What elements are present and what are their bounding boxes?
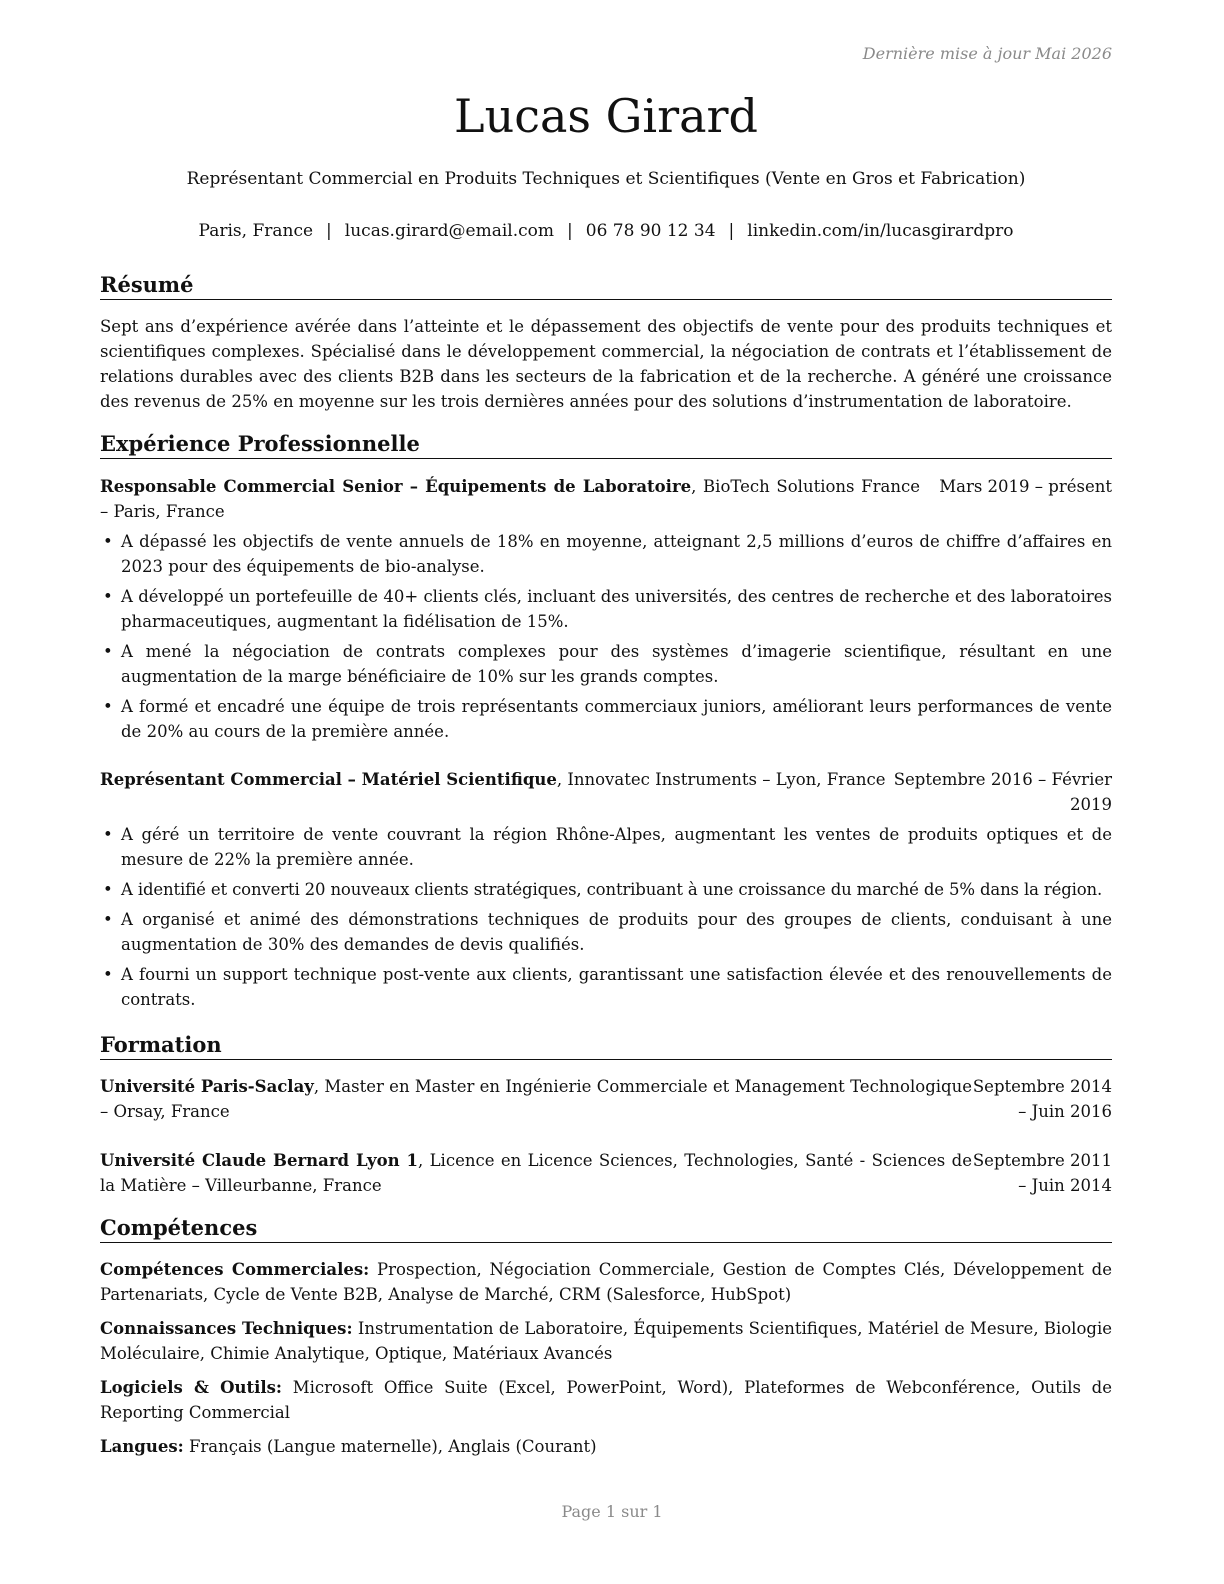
bullet-icon: • <box>103 825 113 844</box>
skill-value: Français (Langue maternelle), Anglais (Courant) <box>183 1437 597 1456</box>
skill-label: Connaissances Techniques: <box>100 1319 353 1338</box>
headline: Représentant Commercial en Produits Techniques et Scientifiques (Vente en Gros et Fabrication) <box>186 169 1026 189</box>
contact-phone: 06 78 90 12 34 <box>585 221 716 241</box>
job-bullets <box>100 529 1112 749</box>
skill-label: Compétences Commerciales: <box>100 1260 370 1279</box>
list-item <box>100 639 1112 689</box>
list-item <box>100 694 1112 744</box>
bullet-text: A identifié et converti 20 nouveaux clients stratégiques, contribuant à une croissance du marché de 5% dans la région. <box>121 880 1103 899</box>
contact-location: Paris, France <box>198 221 314 241</box>
bullet-icon: • <box>103 965 113 984</box>
bullet-text: A organisé et animé des démonstrations techniques de produits pour des groupes de clients, conduisant à une augmentation de 30% des demandes de devis qualifiés. <box>121 910 1112 954</box>
skill-row <box>100 1257 1112 1307</box>
job-title-line <box>100 474 920 524</box>
candidate-name: Lucas Girard <box>454 89 758 143</box>
education-line <box>100 1148 972 1198</box>
bullet-text: A géré un territoire de vente couvrant la région Rhône-Alpes, augmentant les ventes de produits optiques et de mesure de 22% la première année. <box>121 825 1112 869</box>
bullet-icon: • <box>103 642 113 661</box>
education-item <box>100 1074 1112 1124</box>
section-title-experience: Expérience Professionnelle <box>100 430 1112 459</box>
job-company: , BioTech Solutions France – Paris, France <box>100 477 920 521</box>
skill-value: Microsoft Office Suite (Excel, PowerPoint, Word), Plateformes de Webconférence, Outils de Reporting Commercial <box>100 1378 1112 1422</box>
job-role: Responsable Commercial Senior – Équipements de Laboratoire <box>100 477 692 496</box>
education-dates: Septembre 2011 – Juin 2014 <box>972 1151 1112 1195</box>
list-item <box>100 877 1112 902</box>
bullet-text: A formé et encadré une équipe de trois représentants commerciaux juniors, améliorant leurs performances de vente de 20% au cours de la première année. <box>121 697 1112 741</box>
education-school: Université Claude Bernard Lyon 1 <box>100 1151 418 1170</box>
bullet-text: A développé un portefeuille de 40+ clients clés, incluant des universités, des centres de recherche et des laboratoires pharmaceutiques, augmentant la fidélisation de 15%. <box>121 587 1112 631</box>
job-bullets <box>100 822 1112 1017</box>
section-title-skills: Compétences <box>100 1214 1112 1243</box>
education-school: Université Paris-Saclay <box>100 1077 314 1096</box>
education-detail: , Master en Master en Ingénierie Commerciale et Management Technologique – Orsay, France <box>100 1077 972 1121</box>
bullet-icon: • <box>103 532 113 551</box>
contact-separator: | <box>326 221 332 241</box>
skill-row <box>100 1316 1112 1366</box>
education-dates: Septembre 2014 – Juin 2016 <box>972 1077 1112 1121</box>
bullet-icon: • <box>103 587 113 606</box>
job-company: , Innovatec Instruments – Lyon, France <box>556 770 886 789</box>
list-item <box>100 962 1112 1012</box>
job-title-line <box>100 767 980 792</box>
skill-value: Instrumentation de Laboratoire, Équipements Scientifiques, Matériel de Mesure, Biologie Moléculaire, Chimie Analytique, Optique, Matériaux Avancés <box>100 1319 1112 1363</box>
contact-email[interactable]: lucas.girard@email.com <box>344 221 555 241</box>
bullet-text: A mené la négociation de contrats complexes pour des systèmes d’imagerie scientifique, résultant en une augmentation de la marge bénéficiaire de 10% sur les grands comptes. <box>121 642 1112 686</box>
job-header <box>100 474 1112 524</box>
list-item <box>100 584 1112 634</box>
skill-label: Langues: <box>100 1437 184 1456</box>
skill-label: Logiciels & Outils: <box>100 1378 283 1397</box>
section-title-education: Formation <box>100 1031 1112 1060</box>
list-item <box>100 907 1112 957</box>
contact-linkedin[interactable]: linkedin.com/in/lucasgirardpro <box>747 221 1014 241</box>
bullet-icon: • <box>103 697 113 716</box>
job-header <box>100 767 1112 814</box>
bullet-icon: • <box>103 880 113 899</box>
bullet-icon: • <box>103 910 113 929</box>
job-dates: Septembre 2016 – Février 2019 <box>893 770 1112 814</box>
contact-separator: | <box>728 221 735 241</box>
contact-separator: | <box>567 221 573 241</box>
contact-line <box>100 219 1112 243</box>
list-item <box>100 529 1112 579</box>
last-updated: Dernière mise à jour Mai 2026 <box>862 44 1112 63</box>
education-detail: , Licence en Licence Sciences, Technologies, Santé - Sciences de la Matière – Villeurbanne, France <box>100 1151 972 1195</box>
education-line <box>100 1074 972 1124</box>
job-role: Représentant Commercial – Matériel Scientifique <box>100 770 557 789</box>
job-dates: Mars 2019 – présent <box>939 477 1112 496</box>
list-item <box>100 822 1112 872</box>
education-item <box>100 1148 1112 1198</box>
bullet-text: A fourni un support technique post-vente aux clients, garantissant une satisfaction élevée et des renouvellements de contrats. <box>121 965 1112 1009</box>
skill-row <box>100 1434 1112 1459</box>
skill-row <box>100 1375 1112 1425</box>
summary-text: Sept ans d’expérience avérée dans l’atteinte et le dépassement des objectifs de vente pour des produits techniques et scientifiques complexes. Spécialisé dans le développement commercial, la négociation de contrats et l’établissement de relations durables avec des clients B2B dans les secteurs de la fabrication et de la recherche. A généré une croissance des revenus de 25% en moyenne sur les trois dernières années pour des solutions d’instrumentation de laboratoire. <box>100 317 1112 411</box>
page-number: Page 1 sur 1 <box>561 1502 663 1521</box>
bullet-text: A dépassé les objectifs de vente annuels de 18% en moyenne, atteignant 2,5 millions d’euros de chiffre d’affaires en 2023 pour des équipements de bio-analyse. <box>121 532 1112 576</box>
skill-value: Prospection, Négociation Commerciale, Gestion de Comptes Clés, Développement de Partenariats, Cycle de Vente B2B, Analyse de Marché, CRM (Salesforce, HubSpot) <box>100 1260 1112 1304</box>
section-title-summary: Résumé <box>100 271 1112 300</box>
